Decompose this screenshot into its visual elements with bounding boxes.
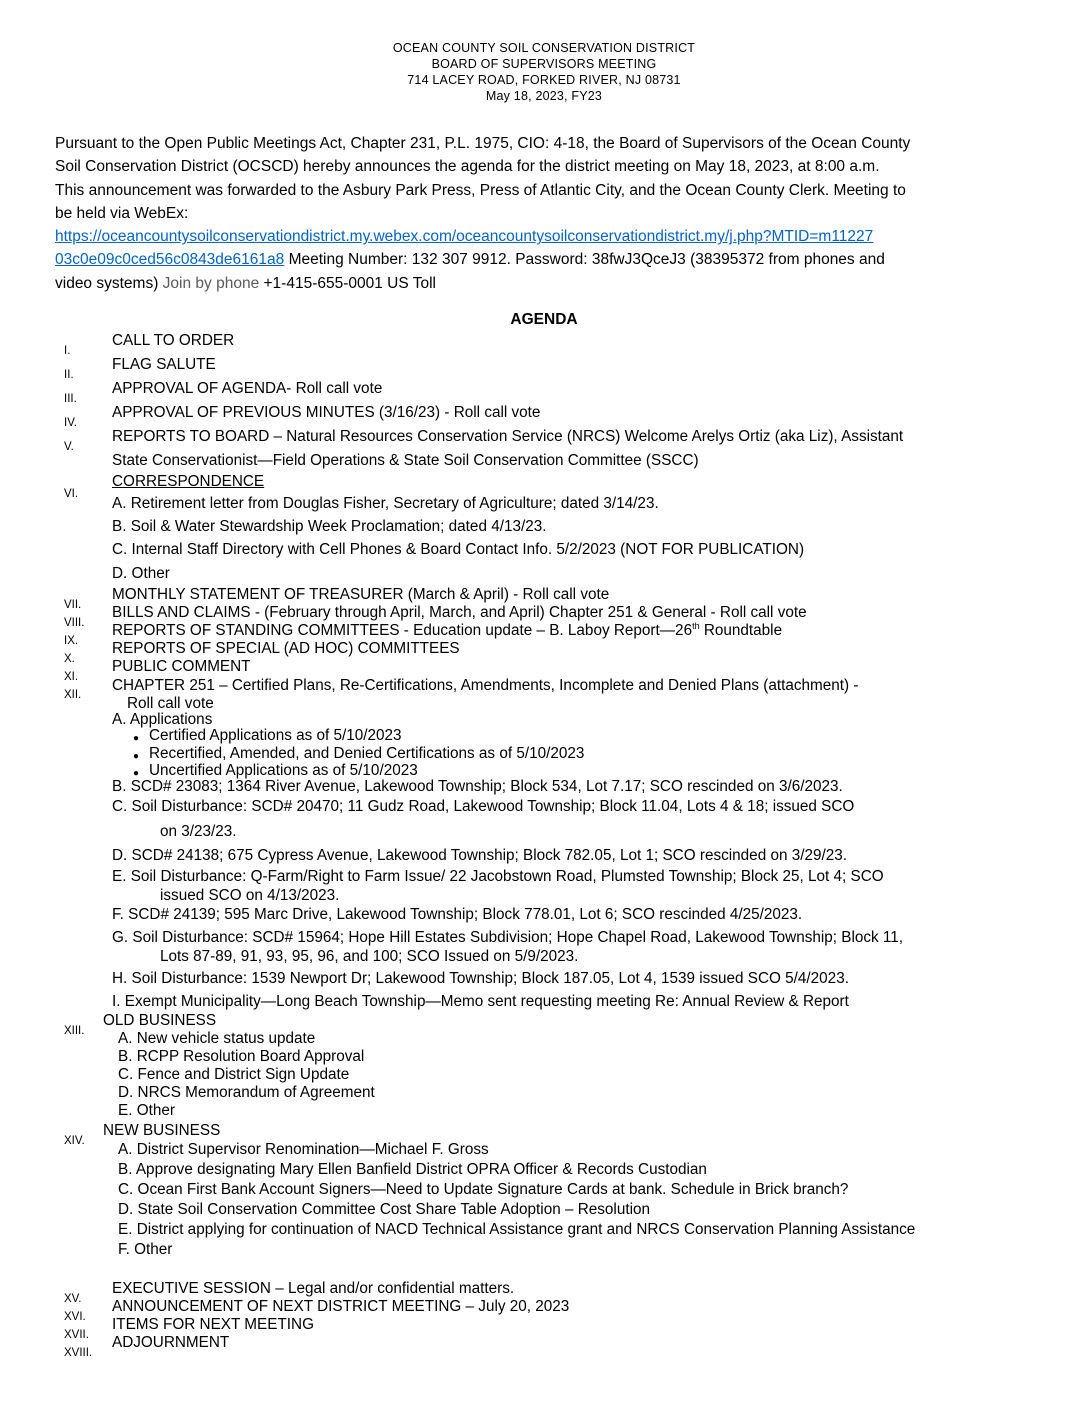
chapter-251-b: B. SCD# 23083; 1364 River Avenue, Lakewood Township; Block 534, Lot 7.17; SCO rescinded on 3/6/2023. (112, 778, 843, 795)
roman-numeral: XVII. (64, 1329, 89, 1341)
roman-numeral: XII. (64, 689, 82, 701)
item-bills-claims: BILLS AND CLAIMS - (February through April, March, and April) Chapter 251 & General - Roll call vote (112, 604, 807, 621)
chapter-251-e-cont: issued SCO on 4/13/2023. (160, 887, 340, 904)
roman-numeral: XIV. (64, 1135, 85, 1147)
item-treasurer: MONTHLY STATEMENT OF TREASURER (March & April) - Roll call vote (112, 586, 610, 603)
correspondence-b: B. Soil & Water Stewardship Week Proclamation; dated 4/13/23. (112, 518, 547, 535)
item-public-comment: PUBLIC COMMENT (112, 658, 251, 675)
meeting-number-text: Meeting Number: 132 307 9912. Password: 38fwJ3QceJ3 (38395372 from phones and (284, 251, 885, 269)
standing-committees-text: REPORTS OF STANDING COMMITTEES - Education update – B. Laboy Report—26 (112, 622, 693, 639)
item-new-business: NEW BUSINESS (103, 1122, 221, 1139)
district-name: OCEAN COUNTY SOIL CONSERVATION DISTRICT (392, 41, 696, 55)
roman-numeral: XV. (64, 1293, 82, 1305)
roman-numeral: XVIII. (64, 1347, 93, 1359)
new-business-b: B. Approve designating Mary Ellen Banfield District OPRA Officer & Records Custodian (118, 1161, 707, 1178)
roman-numeral: II. (64, 369, 74, 381)
roman-numeral: III. (64, 393, 77, 405)
chapter-251-i: I. Exempt Municipality—Long Beach Township—Memo sent requesting meeting Re: Annual Review & Report (112, 993, 849, 1010)
roman-numeral: IV. (64, 417, 78, 429)
chapter-251-f: F. SCD# 24139; 595 Marc Drive, Lakewood Township; Block 778.01, Lot 6; SCO rescinded 4/25/2023. (112, 906, 803, 923)
chapter-251-g: G. Soil Disturbance: SCD# 15964; Hope Hill Estates Subdivision; Hope Chapel Road, Lakewood Township; Block 11, (112, 929, 904, 946)
chapter-251-e: E. Soil Disturbance: Q-Farm/Right to Farm Issue/ 22 Jacobstown Road, Plumsted Township; Block 25, Lot 4; SCO (112, 868, 884, 885)
video-systems-text: video systems) (55, 274, 163, 292)
old-business-e: E. Other (118, 1102, 175, 1119)
correspondence-a: A. Retirement letter from Douglas Fisher, Secretary of Agriculture; dated 3/14/23. (112, 495, 659, 512)
phone-number: +1-415-655-0001 US Toll (259, 274, 436, 292)
item-next-meeting-announcement: ANNOUNCEMENT OF NEXT DISTRICT MEETING – July 20, 2023 (112, 1298, 570, 1315)
chapter-251-g-cont: Lots 87-89, 91, 93, 95, 96, and 100; SCO Issued on 5/9/2023. (160, 948, 579, 965)
address: 714 LACEY ROAD, FORKED RIVER, NJ 08731 (407, 73, 681, 87)
roman-numeral: XI. (64, 671, 79, 683)
item-old-business: OLD BUSINESS (103, 1012, 217, 1029)
item-adjournment: ADJOURNMENT (112, 1334, 230, 1351)
bullet-certified: Certified Applications as of 5/10/2023 (149, 727, 402, 744)
item-approval-agenda: APPROVAL OF AGENDA- Roll call vote (112, 380, 383, 397)
correspondence-d: D. Other (112, 565, 170, 582)
new-business-d: D. State Soil Conservation Committee Cost Share Table Adoption – Resolution (118, 1201, 650, 1218)
bullet-icon: ● (133, 768, 140, 779)
webex-link-continued[interactable]: 03c0e09c0ced56c0843de6161a8 (55, 251, 285, 269)
old-business-c: C. Fence and District Sign Update (118, 1066, 350, 1083)
chapter-251-d: D. SCD# 24138; 675 Cypress Avenue, Lakewood Township; Block 782.05, Lot 1; SCO rescinded on 3/29/23. (112, 847, 847, 864)
roman-numeral: VI. (64, 488, 79, 500)
roman-numeral: IX. (64, 635, 79, 647)
old-business-a: A. New vehicle status update (118, 1030, 316, 1047)
meeting-type: BOARD OF SUPERVISORS MEETING (431, 57, 657, 71)
old-business-b: B. RCPP Resolution Board Approval (118, 1048, 365, 1065)
item-reports-to-board: REPORTS TO BOARD – Natural Resources Conservation Service (NRCS) Welcome Arelys Ortiz (aka Liz), Assistant (112, 428, 904, 445)
chapter-251-a: A. Applications (112, 711, 213, 728)
chapter-251-c: C. Soil Disturbance: SCD# 20470; 11 Gudz Road, Lakewood Township; Block 11.04, Lots 4 & 18; issued SCO (112, 798, 855, 815)
item-call-to-order: CALL TO ORDER (112, 332, 235, 349)
new-business-c: C. Ocean First Bank Account Signers—Need to Update Signature Cards at bank. Schedule in Brick branch? (118, 1181, 849, 1198)
bullet-recertified: Recertified, Amended, and Denied Certifications as of 5/10/2023 (149, 745, 585, 762)
roman-numeral: I. (64, 345, 71, 357)
item-approval-minutes: APPROVAL OF PREVIOUS MINUTES (3/16/23) - Roll call vote (112, 404, 541, 421)
roman-numeral: XIII. (64, 1025, 85, 1037)
chapter-251-h: H. Soil Disturbance: 1539 Newport Dr; Lakewood Township; Block 187.05, Lot 4, 1539 issued SCO 5/4/2023. (112, 970, 849, 987)
roundtable-text: Roundtable (699, 622, 783, 639)
bullet-icon: ● (133, 733, 140, 744)
intro-line: be held via WebEx: (55, 204, 189, 222)
webex-link[interactable]: https://oceancountysoilconservationdistrict.my.webex.com/oceancountysoilconservationdistrict.my/j.php?MTID=m11227 (55, 228, 874, 246)
roman-numeral: VII. (64, 599, 82, 611)
join-by-phone-label: Join by phone (162, 274, 260, 292)
old-business-d: D. NRCS Memorandum of Agreement (118, 1084, 375, 1101)
item-flag-salute: FLAG SALUTE (112, 356, 216, 373)
new-business-a: A. District Supervisor Renomination—Michael F. Gross (118, 1141, 489, 1158)
new-business-e: E. District applying for continuation of NACD Technical Assistance grant and NRCS Conservation Planning Assistance (118, 1221, 916, 1238)
intro-paragraph (55, 132, 1055, 295)
item-special-committees: REPORTS OF SPECIAL (AD HOC) COMMITTEES (112, 640, 460, 657)
intro-line: This announcement was forwarded to the Asbury Park Press, Press of Atlantic City, and the Ocean County Clerk. Meeting to (55, 181, 906, 199)
roman-numeral: X. (64, 653, 75, 665)
correspondence-c: C. Internal Staff Directory with Cell Phones & Board Contact Info. 5/2/2023 (NOT FOR PUBLICATION) (112, 541, 805, 558)
roman-numeral: XVI. (64, 1311, 86, 1323)
item-items-next-meeting: ITEMS FOR NEXT MEETING (112, 1316, 314, 1333)
item-standing-committees (112, 622, 782, 640)
intro-line: Pursuant to the Open Public Meetings Act, Chapter 231, P.L. 1975, CIO: 4-18, the Board of Supervisors of the Ocean County (55, 135, 911, 152)
item-chapter-251-cont: Roll call vote (127, 695, 214, 712)
bullet-icon: ● (133, 751, 140, 762)
item-executive-session: EXECUTIVE SESSION – Legal and/or confidential matters. (112, 1280, 515, 1297)
roman-numeral: V. (64, 441, 74, 453)
chapter-251-c-cont: on 3/23/23. (160, 823, 237, 840)
item-reports-to-board-cont: State Conservationist—Field Operations & State Soil Conservation Committee (SSCC) (112, 452, 699, 469)
meeting-date: May 18, 2023, FY23 (485, 89, 603, 103)
ordinal-suffix: th (692, 620, 700, 631)
item-chapter-251: CHAPTER 251 – Certified Plans, Re-Certifications, Amendments, Incomplete and Denied Plans (attachment) - (112, 677, 859, 694)
bullet-uncertified: Uncertified Applications as of 5/10/2023 (149, 762, 418, 779)
intro-line: Soil Conservation District (OCSCD) hereby announces the agenda for the district meeting on May 18, 2023, at 8:00 a.m. (55, 158, 880, 176)
item-correspondence: CORRESPONDENCE (112, 473, 265, 490)
roman-numeral: VIII. (64, 617, 85, 629)
agenda-title: AGENDA (510, 311, 578, 328)
new-business-f: F. Other (118, 1241, 173, 1258)
